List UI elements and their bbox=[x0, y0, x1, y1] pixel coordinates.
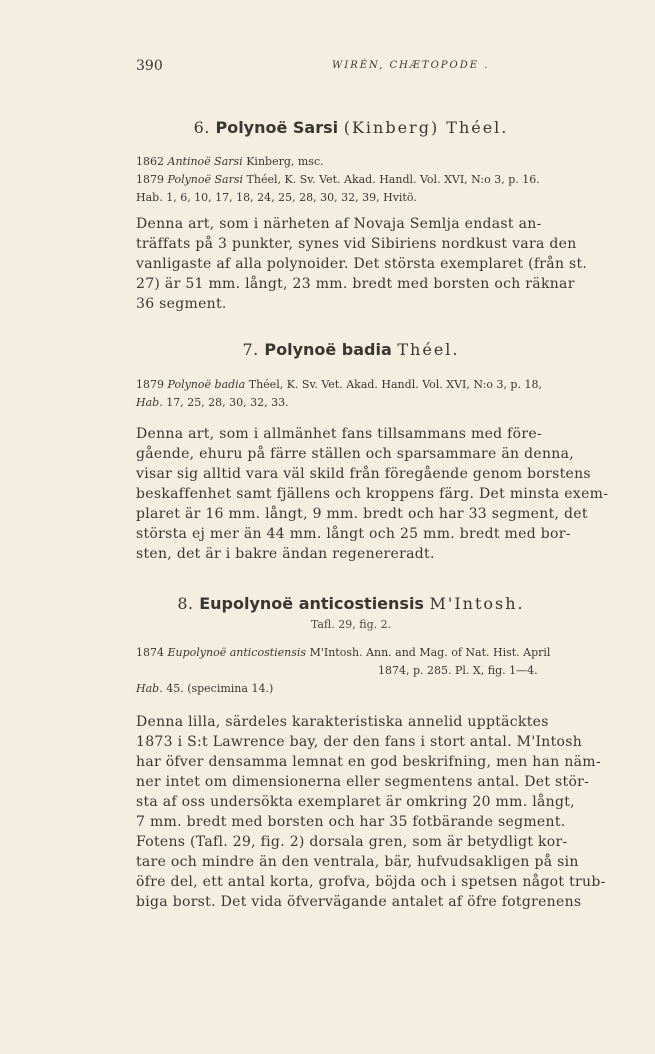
species-heading-6 bbox=[136, 118, 566, 137]
paragraph-line: träffats på 3 punkter, synes vid Sibiriens nordkust vara den bbox=[136, 236, 577, 252]
paragraph-line: 27) är 51 mm. långt, 23 mm. bredt med borsten och räknar bbox=[136, 276, 575, 292]
species-name: Polynoë badia bbox=[264, 340, 392, 359]
running-head: WIRÉN, CHÆTOPODE . bbox=[332, 60, 490, 71]
species-authority: Théel. bbox=[397, 340, 460, 359]
paragraph-line: plaret är 16 mm. långt, 9 mm. bredt och har 33 segment, det bbox=[136, 506, 588, 522]
paragraph-line: Fotens (Tafl. 29, fig. 2) dorsala gren, som är betydligt kor- bbox=[136, 834, 568, 850]
paragraph-line: Denna lilla, särdeles karakteristiska annelid upptäcktes bbox=[136, 714, 549, 730]
plate-reference: Tafl. 29, fig. 2. bbox=[310, 618, 392, 631]
page-header bbox=[136, 58, 555, 78]
section-number: 7. bbox=[242, 340, 259, 359]
species-heading-8 bbox=[136, 594, 566, 613]
paragraph-line: biga borst. Det vida öfvervägande antalet af öfre fotgrenens bbox=[136, 894, 582, 910]
paragraph-line: beskaffenhet samt fjällens och kroppens färg. Det minsta exem- bbox=[136, 486, 609, 502]
section-number: 8. bbox=[177, 594, 194, 613]
habitat-line: Hab. 17, 25, 28, 30, 32, 33. bbox=[136, 396, 289, 409]
paragraph-line: Denna art, som i allmänhet fans tillsammans med före- bbox=[136, 426, 542, 442]
paragraph-line: gående, ehuru på färre ställen och sparsammare än denna, bbox=[136, 446, 574, 462]
paragraph-line: sta af oss undersökta exemplaret är omkring 20 mm. långt, bbox=[136, 794, 575, 810]
habitat-line: Hab. 1, 6, 10, 17, 18, 24, 25, 28, 30, 32, 39, Hvitö. bbox=[136, 191, 417, 204]
paragraph-line: har öfver densamma lemnat en god beskrifning, men han näm- bbox=[136, 754, 601, 770]
species-name: Eupolynoë anticostiensis bbox=[199, 594, 424, 613]
paragraph-line: största ej mer än 44 mm. långt och 25 mm. bredt med bor- bbox=[136, 526, 571, 542]
species-authority: M'Intosh. bbox=[429, 594, 525, 613]
paragraph-line: Denna art, som i närheten af Novaja Semlja endast an- bbox=[136, 216, 542, 232]
paragraph-line: sten, det är i bakre ändan regenereradt. bbox=[136, 546, 435, 562]
paragraph-line: visar sig alltid vara väl skild från föregående genom borstens bbox=[136, 466, 591, 482]
reference-continuation: 1874, p. 285. Pl. X, fig. 1—4. bbox=[378, 664, 538, 677]
species-name: Polynoë Sarsi bbox=[215, 118, 339, 137]
paragraph-line: öfre del, ett antal korta, grofva, böjda och i spetsen något trub- bbox=[136, 874, 606, 890]
species-heading-7 bbox=[136, 340, 566, 359]
paragraph-line: tare och mindre än den ventrala, bär, hufvudsakligen på sin bbox=[136, 854, 579, 870]
habitat-line: Hab. 45. (specimina 14.) bbox=[136, 682, 274, 695]
section-number: 6. bbox=[193, 118, 210, 137]
species-authority: (Kinberg) Théel. bbox=[343, 118, 509, 137]
paragraph-line: vanligaste af alla polynoider. Det största exemplaret (från st. bbox=[136, 256, 588, 272]
paragraph-line: 1873 i S:t Lawrence bay, der den fans i stort antal. M'Intosh bbox=[136, 734, 583, 750]
paragraph-line: 36 segment. bbox=[136, 296, 227, 312]
reference-line: 1874 Eupolynoë anticostiensis M'Intosh. Ann. and Mag. of Nat. Hist. April bbox=[136, 646, 551, 659]
page-number: 390 bbox=[136, 58, 163, 74]
paragraph-line: ner intet om dimensionerna eller segmentens antal. Det stör- bbox=[136, 774, 590, 790]
reference-line: 1862 Antinoë Sarsi Kinberg, msc. bbox=[136, 155, 324, 168]
paragraph-line: 7 mm. bredt med borsten och har 35 fotbärande segment. bbox=[136, 814, 566, 830]
reference-line: 1879 Polynoë badia Théel, K. Sv. Vet. Akad. Handl. Vol. XVI, N:o 3, p. 18, bbox=[136, 378, 542, 391]
reference-line: 1879 Polynoë Sarsi Théel, K. Sv. Vet. Akad. Handl. Vol. XVI, N:o 3, p. 16. bbox=[136, 173, 540, 186]
